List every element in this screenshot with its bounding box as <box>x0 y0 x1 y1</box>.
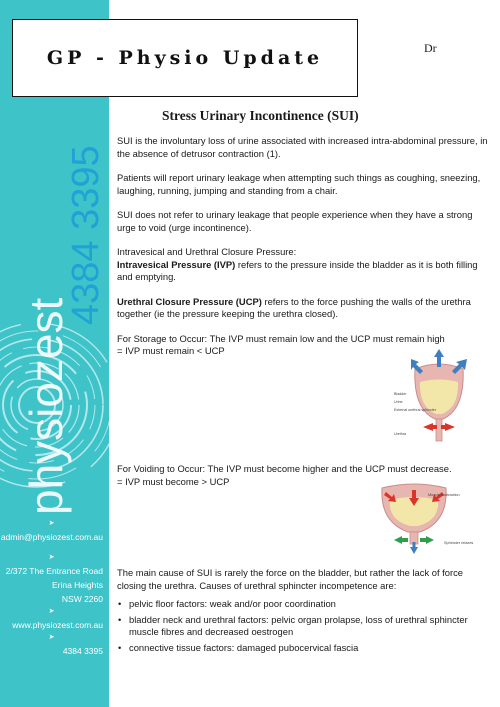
ucp-text: refers to the force pushing the walls of the urethra together (ie the pressure keeping the urethra closed). <box>117 295 471 319</box>
page-title: GP - Physio Update <box>46 47 324 69</box>
paragraph-definition: SUI is the involuntary loss of urine associated with increased intra-abdominal pressure, in the absence of detrusor contraction (1). <box>117 135 488 159</box>
list-item: • pelvic floor factors: weak and/or poor coordination <box>117 598 492 611</box>
sidebar <box>0 0 109 707</box>
contact-phone: 4384 3395 <box>62 646 103 656</box>
article-heading: Stress Urinary Incontinence (SUI) <box>162 108 359 123</box>
paragraph-urge: SUI does not refer to urinary leakage that people experience when they have a strong urge to void (urge incontinence). <box>117 209 473 233</box>
paragraph-pressure-intro: Intravesical and Urethral Closure Pressure: <box>117 246 297 257</box>
voiding-line-1: For Voiding to Occur: The IVP must become higher and the UCP must decrease. <box>117 463 452 474</box>
fig1-label-sphincter: External urethral sphincter <box>394 408 436 412</box>
contact-address-line3: NSW 2260 <box>61 594 103 604</box>
contact-block <box>0 518 109 658</box>
contact-address-line2: Erina Heights <box>51 580 103 590</box>
fig2-label-sphincter: Sphincter relaxes <box>444 541 474 545</box>
ucp-term: Urethral Closure Pressure (UCP) <box>117 295 262 307</box>
arrow-icon: ➤ <box>48 608 55 615</box>
article-body-causes <box>117 567 492 657</box>
bladder-voiding-diagram <box>364 482 474 554</box>
contact-website[interactable]: www.physiozest.com.au <box>12 620 103 630</box>
fig2-label-muscle: Muscle contraction <box>428 493 460 497</box>
fig1-label-urethra: Urethra <box>394 432 406 436</box>
list-item: • bladder neck and urethral factors: pelvic organ prolapse, loss of urethral sphincter muscle fibres and decreased oestrogen <box>117 614 492 639</box>
ivp-text: refers to the pressure inside the bladder as it is both filling and emptying. <box>117 258 478 282</box>
arrow-icon: ➤ <box>48 634 55 641</box>
brand-vertical <box>4 120 104 520</box>
doctor-label: Dr <box>424 41 437 55</box>
contact-address-line1: 2/372 The Entrance Road <box>5 566 103 576</box>
contact-email[interactable]: admin@physiozest.com.au <box>0 532 103 542</box>
ivp-term: Intravesical Pressure (IVP) <box>117 258 236 270</box>
brand-name: physiozest <box>20 297 72 515</box>
list-item: • connective tissue factors: damaged pubocervical fascia <box>117 642 492 655</box>
voiding-line-2: = IVP must become > UCP <box>117 475 230 487</box>
paragraph-ucp <box>117 296 492 321</box>
paragraph-ivp <box>117 259 492 284</box>
storage-line-2: = IVP must remain < UCP <box>117 345 225 356</box>
title-box <box>12 19 358 97</box>
fig1-label-urine: Urine <box>394 400 403 404</box>
causes-list <box>117 598 492 654</box>
brand-phone: 4384 3395 <box>65 145 104 325</box>
bladder-storage-diagram <box>393 347 488 447</box>
arrow-icon: ➤ <box>48 554 55 561</box>
fig1-label-bladder: Bladder <box>394 392 407 396</box>
storage-line-1: For Storage to Occur: The IVP must remain low and the UCP must remain high <box>117 332 445 344</box>
arrow-icon: ➤ <box>48 520 55 527</box>
paragraph-cause: The main cause of SUI is rarely the force on the bladder, but rather the lack of force closing the urethra. Causes of urethral sphincter incompetence are: <box>117 567 464 591</box>
paragraph-symptoms: Patients will report urinary leakage when attempting such things as coughing, sneezing, laughing, running, jumping and standing from a chair. <box>117 172 481 196</box>
article-body-top <box>117 135 492 370</box>
